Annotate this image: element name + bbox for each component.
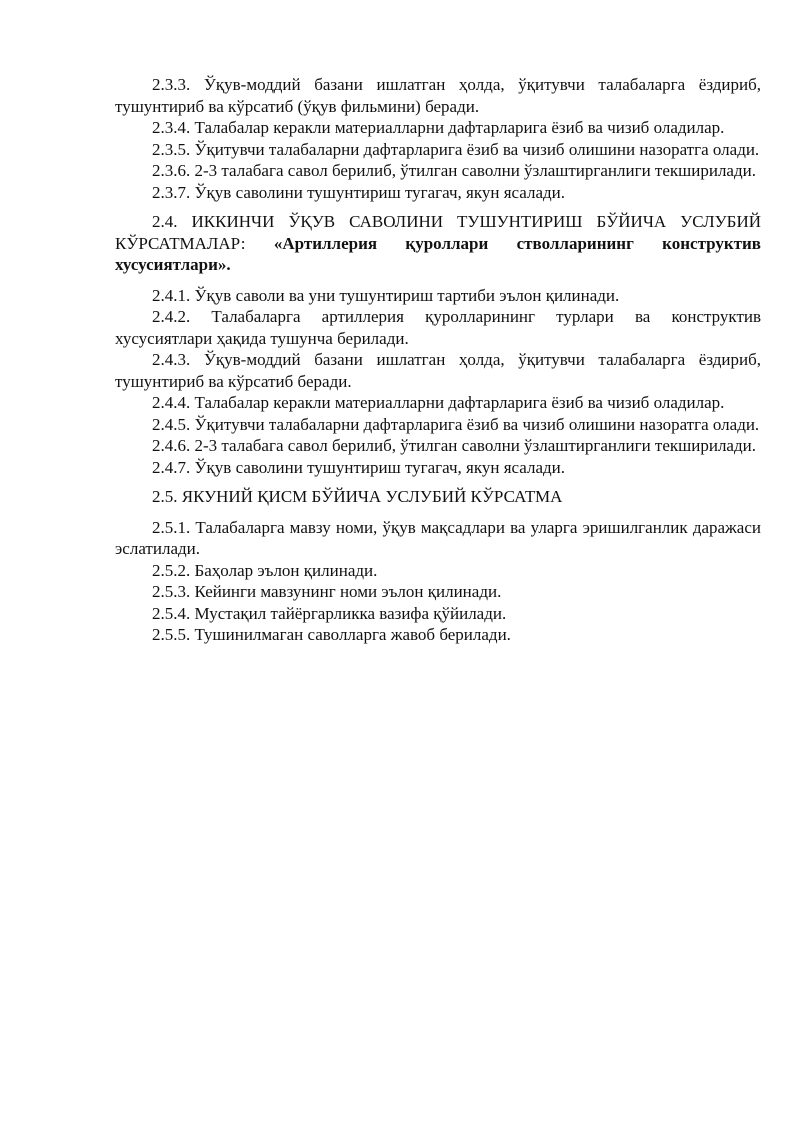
paragraph-2-3-4: 2.3.4. Талабалар керакли материалларни дафтарларига ёзиб ва чизиб оладилар. <box>152 118 725 137</box>
paragraph-2-5-5: 2.5.5. Тушинилмаган саволларга жавоб берилади. <box>152 625 511 644</box>
paragraph-2-5-4: 2.5.4. Мустақил тайёргарликка вазифа қўйилади. <box>152 603 507 623</box>
paragraph-2-4-3: 2.4.3. Ўқув-моддий базани ишлатган ҳолда, ўқитувчи талабаларга ёздириб, тушунтириб ва кўрсатиб беради. <box>115 350 761 391</box>
paragraph-2-3-3: 2.3.3. Ўқув-моддий базани ишлатган ҳолда, ўқитувчи талабаларга ёздириб, тушунтириб ва кўрсатиб (ўқув фильмини) беради. <box>115 75 761 116</box>
paragraph-2-4-6: 2.4.6. 2-3 талабага савол берилиб, ўтилган саволни ўзлаштирганлиги текширилади. <box>152 436 756 455</box>
paragraph-2-3-7: 2.3.7. Ўқув саволини тушунтириш тугагач, якун ясалади. <box>152 182 566 202</box>
section-heading-2-4-text: 2.4. ИККИНЧИ ЎҚУВ САВОЛИНИ ТУШУНТИРИШ БЎЙИЧА УСЛУБИЙ КЎРСАТМАЛАР: <box>115 212 761 253</box>
paragraph-2-3-6: 2.3.6. 2-3 талабага савол берилиб, ўтилган саволни ўзлаштирганлиги текширилади. <box>152 161 756 180</box>
paragraph-2-5-1: 2.5.1. Талабаларга мавзу номи, ўқув мақсадлари ва уларга эришилганлик даражаси эслатилади. <box>115 517 761 558</box>
section-heading-2-5: 2.5. ЯКУНИЙ ҚИСМ БЎЙИЧА УСЛУБИЙ КЎРСАТМА <box>152 487 563 506</box>
paragraph-2-4-4: 2.4.4. Талабалар керакли материалларни дафтарларига ёзиб ва чизиб оладилар. <box>152 393 725 412</box>
paragraph-2-5-3: 2.5.3. Кейинги мавзунинг номи эълон қилинади. <box>152 582 502 601</box>
paragraph-2-4-1: 2.4.1. Ўқув саволи ва уни тушунтириш тартиби эълон қилинади. <box>152 285 620 305</box>
paragraph-2-5-2: 2.5.2. Баҳолар эълон қилинади. <box>152 560 378 580</box>
section-heading-2-4-topic: «Артиллерия қуроллари стволларининг конструктив хусусиятлари». <box>115 233 761 274</box>
document-page <box>115 74 761 646</box>
paragraph-2-4-2: 2.4.2. Талабаларга артиллерия қуролларининг турлари ва конструктив хусусиятлари ҳақида тушунча берилади. <box>115 307 761 348</box>
paragraph-2-4-5: 2.4.5. Ўқитувчи талабаларни дафтарларига ёзиб ва чизиб олишини назоратга олади. <box>152 414 760 434</box>
section-heading-2-4 <box>115 211 761 276</box>
paragraph-2-4-7: 2.4.7. Ўқув саволини тушунтириш тугагач, якун ясалади. <box>152 457 566 477</box>
paragraph-2-3-5: 2.3.5. Ўқитувчи талабаларни дафтарларига ёзиб ва чизиб олишини назоратга олади. <box>152 139 760 159</box>
